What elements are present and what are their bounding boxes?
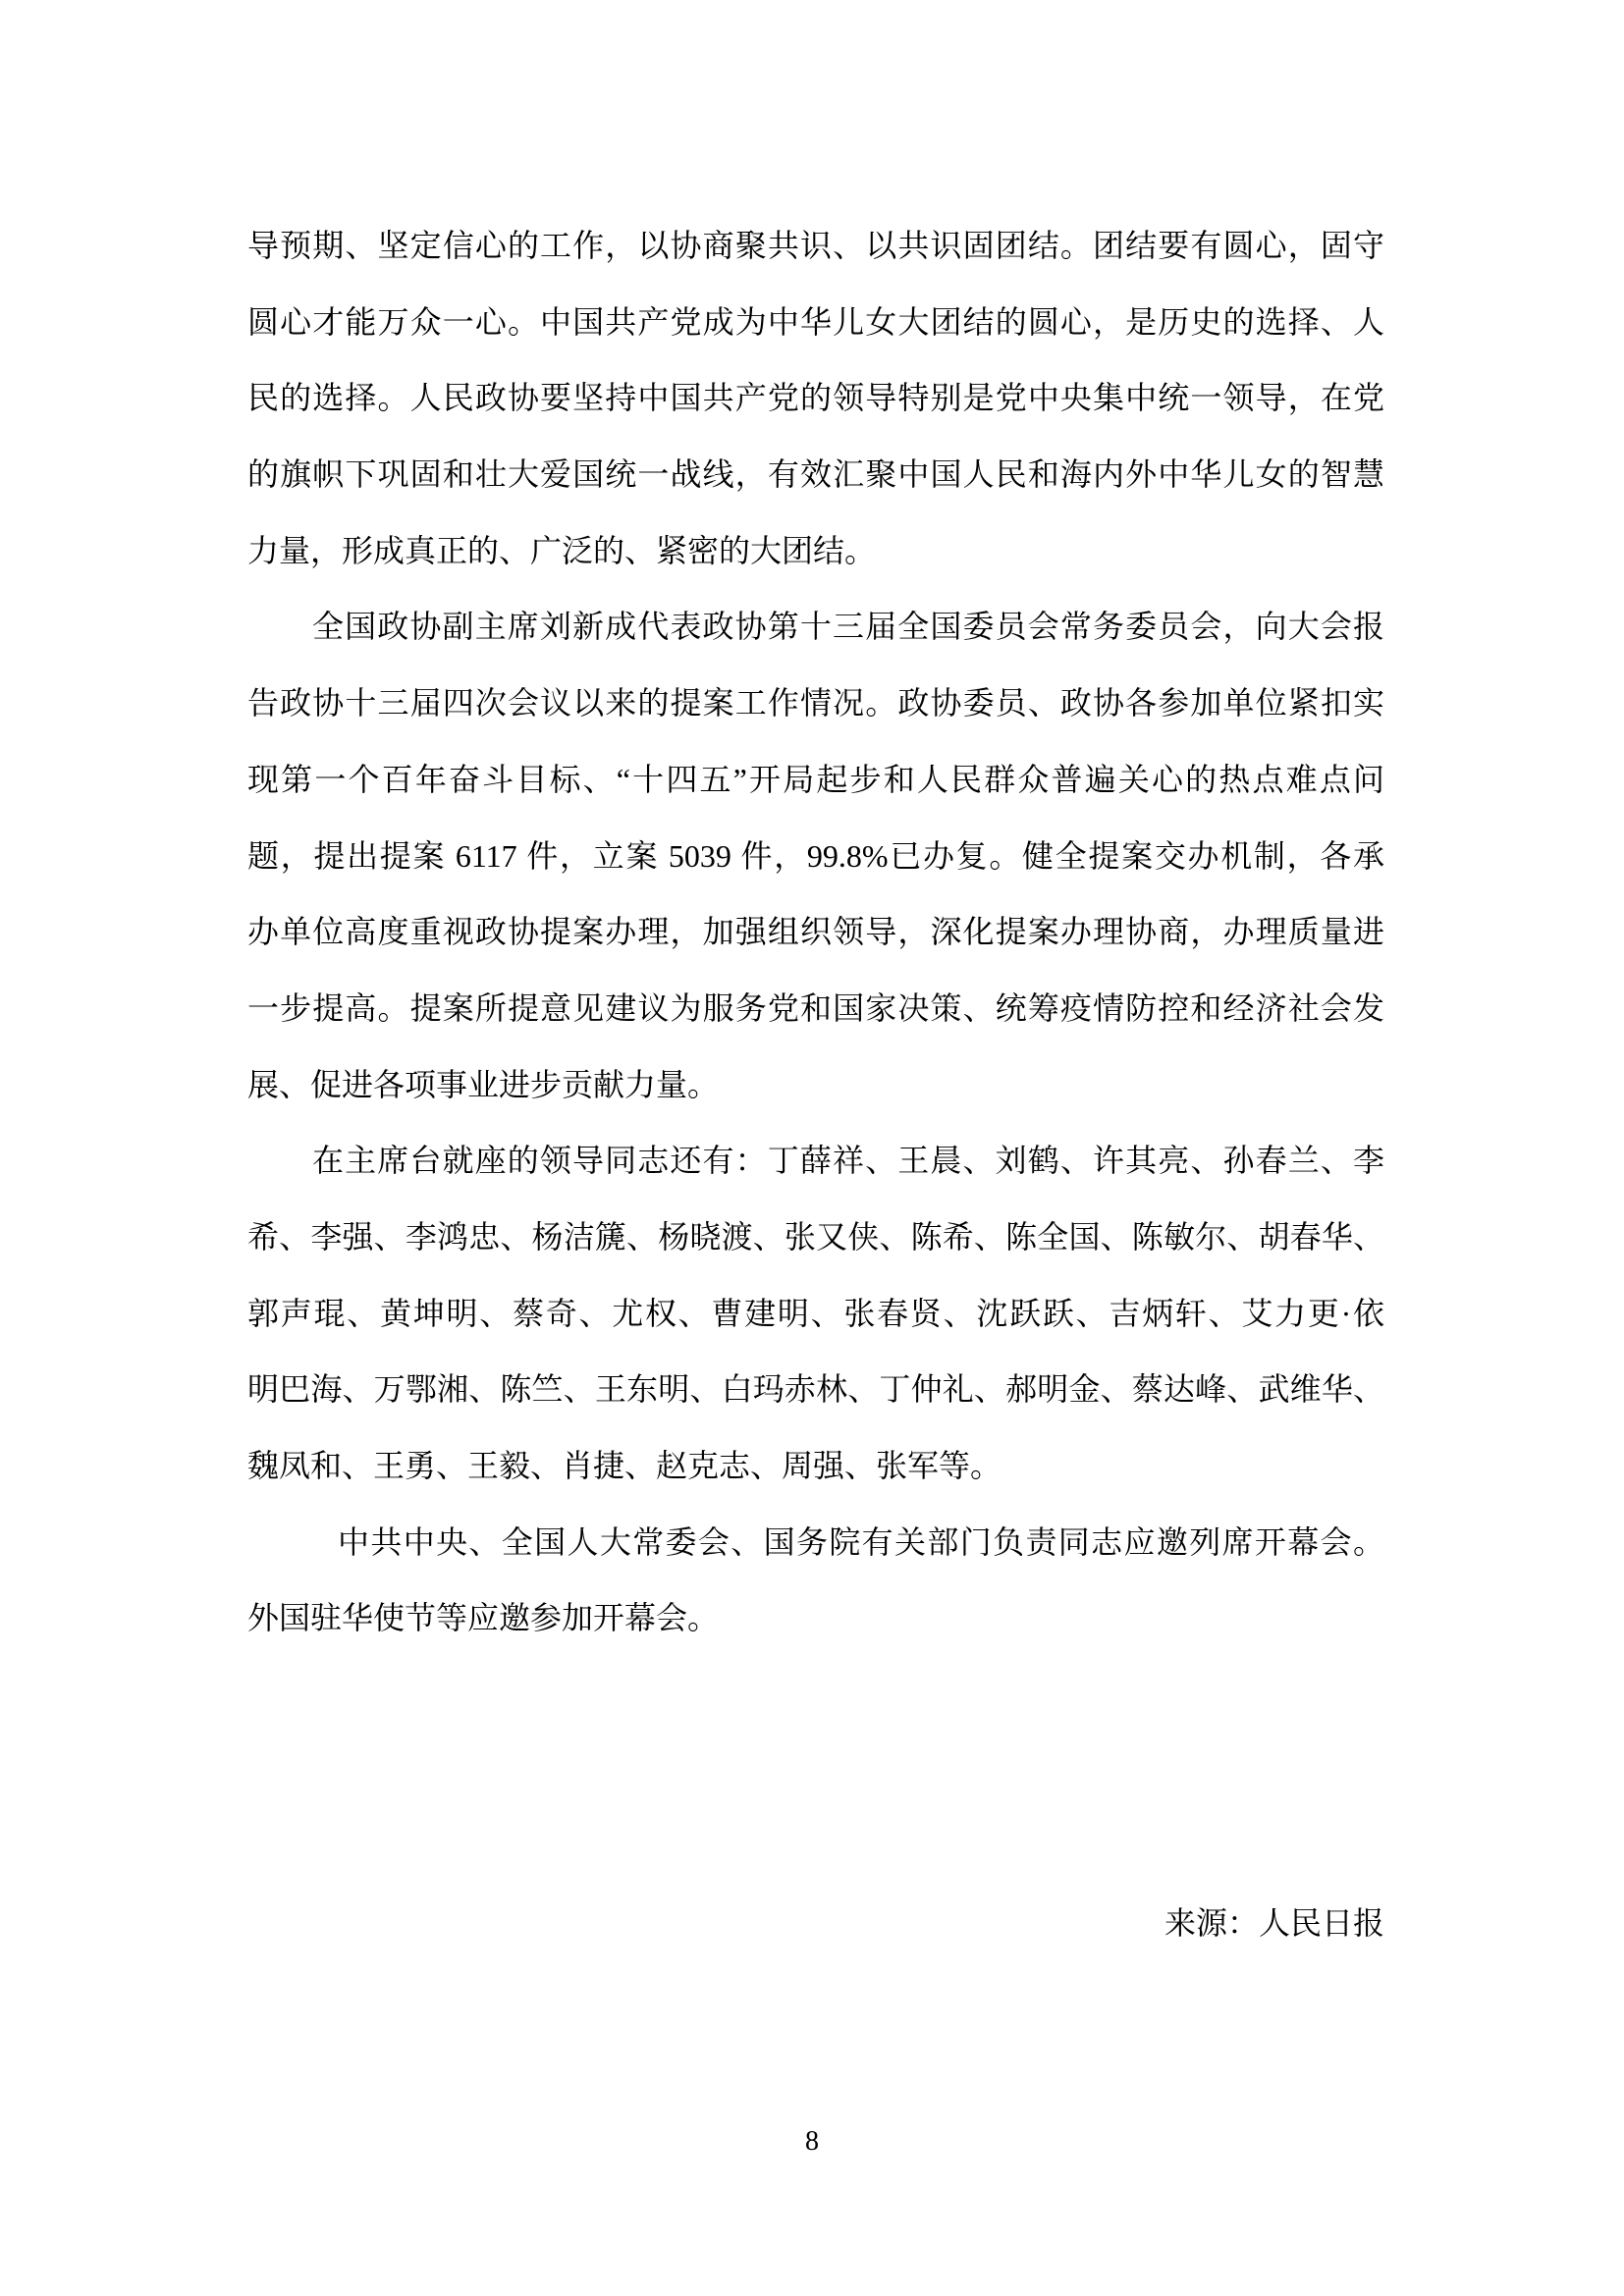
text-line: 的旗帜下巩固和壮大爱国统一战线，有效汇聚中国人民和海内外中华儿女的智慧 <box>247 456 1384 493</box>
text-line: 希、李强、李鸿忠、杨洁篪、杨晓渡、张又侠、陈希、陈全国、陈敏尔、胡春华、 <box>247 1218 1384 1255</box>
source-attribution: 来源：人民日报 <box>1164 1905 1384 1942</box>
text-line: 展、促进各项事业进步贡献力量。 <box>247 1066 720 1102</box>
text-line: 现第一个百年奋斗目标、“十四五”开局起步和人民群众普遍关心的热点难点问 <box>247 761 1384 797</box>
paragraph-proposals-report <box>247 589 1384 1123</box>
text-line: 题，提出提案 6117 件，立案 5039 件，99.8%已办复。健全提案交办机制，各承 <box>247 837 1384 874</box>
text-line: 魏凤和、王勇、王毅、肖捷、赵克志、周强、张军等。 <box>247 1448 1002 1483</box>
text-line: 民的选择。人民政协要坚持中国共产党的领导特别是党中央集中统一领导，在党 <box>247 380 1384 416</box>
paragraph-attendees <box>247 1505 1384 1657</box>
paragraph-leaders-list <box>247 1123 1384 1504</box>
text-line: 告政协十三届四次会议以来的提案工作情况。政协委员、政协各参加单位紧扣实 <box>247 685 1384 721</box>
text-line: 郭声琨、黄坤明、蔡奇、尤权、曹建明、张春贤、沈跃跃、吉炳轩、艾力更·依 <box>247 1295 1384 1331</box>
text-line: 力量，形成真正的、广泛的、紧密的大团结。 <box>247 532 877 568</box>
text-line: 圆心才能万众一心。中国共产党成为中华儿女大团结的圆心，是历史的选择、人 <box>247 303 1384 340</box>
paragraph-unity-continuation <box>247 208 1384 589</box>
text-line: 导预期、坚定信心的工作，以协商聚共识、以共识固团结。团结要有圆心，固守 <box>247 228 1384 263</box>
page-body <box>247 208 1384 1962</box>
text-line: 一步提高。提案所提意见建议为服务党和国家决策、统筹疫情防控和经济社会发 <box>247 989 1384 1026</box>
text-line: 在主席台就座的领导同志还有：丁薛祥、王晨、刘鹤、许其亮、孙春兰、李 <box>312 1143 1384 1179</box>
text-line: 明巴海、万鄂湘、陈竺、王东明、白玛赤林、丁仲礼、郝明金、蔡达峰、武维华、 <box>247 1371 1384 1408</box>
text-line: 全国政协副主席刘新成代表政协第十三届全国委员会常务委员会，向大会报 <box>312 609 1384 645</box>
page-number: 8 <box>805 2126 819 2157</box>
text-line: 外国驻华使节等应邀参加开幕会。 <box>247 1600 720 1636</box>
text-line: 办单位高度重视政协提案办理，加强组织领导，深化提案办理协商，办理质量进 <box>247 914 1384 950</box>
text-line: 中共中央、全国人大常委会、国务院有关部门负责同志应邀列席开幕会。 <box>338 1523 1384 1560</box>
